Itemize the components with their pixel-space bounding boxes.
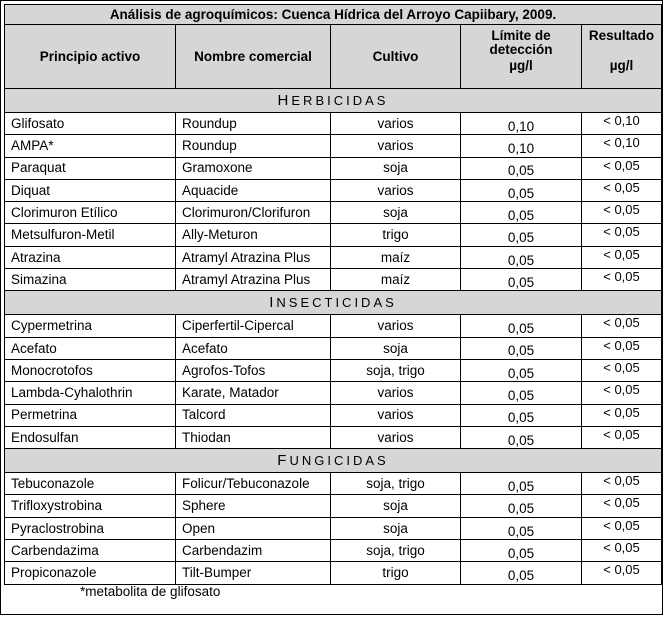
cell-principio: Tebuconazole [5, 473, 176, 495]
cell-limite: 0,05 [461, 224, 582, 246]
cell-cultivo: maíz [331, 246, 461, 268]
header-nombre: Nombre comercial [176, 25, 331, 89]
cell-cultivo: trigo [331, 562, 461, 584]
cell-nombre: Folicur/Tebuconazole [176, 473, 331, 495]
cell-limite: 0,05 [461, 269, 582, 291]
cell-resultado: < 0,05 [582, 179, 662, 201]
cell-principio: Diquat [5, 179, 176, 201]
table-row [5, 202, 662, 224]
cell-cultivo: soja [331, 337, 461, 359]
cell-principio: Pyraclostrobina [5, 517, 176, 539]
cell-resultado: < 0,05 [582, 426, 662, 448]
cell-limite: 0,05 [461, 473, 582, 495]
section-header: HERBICIDAS [5, 89, 662, 113]
cell-resultado: < 0,05 [582, 337, 662, 359]
table-row [5, 269, 662, 291]
cell-principio: Simazina [5, 269, 176, 291]
cell-resultado: < 0,05 [582, 359, 662, 381]
cell-principio: Carbendazima [5, 540, 176, 562]
cell-resultado: < 0,05 [582, 246, 662, 268]
cell-nombre: Roundup [176, 135, 331, 157]
cell-nombre: Gramoxone [176, 157, 331, 179]
cell-resultado: < 0,05 [582, 540, 662, 562]
cell-resultado: < 0,10 [582, 135, 662, 157]
cell-cultivo: soja, trigo [331, 359, 461, 381]
cell-nombre: Karate, Matador [176, 382, 331, 404]
cell-resultado: < 0,05 [582, 562, 662, 584]
cell-principio: Propiconazole [5, 562, 176, 584]
agrochemical-table [4, 4, 662, 585]
cell-principio: Atrazina [5, 246, 176, 268]
cell-nombre: Talcord [176, 404, 331, 426]
cell-principio: AMPA* [5, 135, 176, 157]
cell-limite: 0,05 [461, 540, 582, 562]
cell-limite: 0,05 [461, 404, 582, 426]
cell-cultivo: trigo [331, 224, 461, 246]
section-header: INSECTICIDAS [5, 291, 662, 315]
cell-principio: Metsulfuron-Metil [5, 224, 176, 246]
cell-principio: Trifloxystrobina [5, 495, 176, 517]
cell-cultivo: varios [331, 135, 461, 157]
table-row [5, 224, 662, 246]
cell-limite: 0,05 [461, 157, 582, 179]
footnote: *metabolita de glifosato [80, 584, 221, 599]
cell-limite: 0,05 [461, 426, 582, 448]
cell-principio: Cypermetrina [5, 315, 176, 337]
table-row [5, 517, 662, 539]
table-row [5, 473, 662, 495]
cell-principio: Permetrina [5, 404, 176, 426]
cell-cultivo: varios [331, 315, 461, 337]
cell-limite: 0,05 [461, 202, 582, 224]
cell-cultivo: varios [331, 426, 461, 448]
table-row [5, 337, 662, 359]
table-row [5, 179, 662, 201]
cell-cultivo: varios [331, 179, 461, 201]
cell-principio: Acefato [5, 337, 176, 359]
cell-cultivo: varios [331, 404, 461, 426]
cell-cultivo: soja [331, 157, 461, 179]
cell-resultado: < 0,05 [582, 157, 662, 179]
cell-limite: 0,10 [461, 135, 582, 157]
table-row [5, 495, 662, 517]
table-row [5, 246, 662, 268]
table-row [5, 426, 662, 448]
cell-nombre: Ciperfertil-Cipercal [176, 315, 331, 337]
cell-cultivo: soja [331, 517, 461, 539]
cell-resultado: < 0,05 [582, 495, 662, 517]
cell-limite: 0,05 [461, 382, 582, 404]
cell-principio: Paraquat [5, 157, 176, 179]
table-title: Análisis de agroquímicos: Cuenca Hídrica del Arroyo Capiibary, 2009. [5, 5, 662, 25]
cell-resultado: < 0,05 [582, 404, 662, 426]
cell-nombre: Tilt-Bumper [176, 562, 331, 584]
cell-limite: 0,05 [461, 179, 582, 201]
table-row [5, 562, 662, 584]
cell-limite: 0,05 [461, 337, 582, 359]
cell-cultivo: maíz [331, 269, 461, 291]
table-row [5, 359, 662, 381]
cell-cultivo: soja [331, 495, 461, 517]
cell-limite: 0,05 [461, 495, 582, 517]
cell-resultado: < 0,05 [582, 473, 662, 495]
table-row [5, 315, 662, 337]
cell-resultado: < 0,05 [582, 517, 662, 539]
cell-nombre: Acefato [176, 337, 331, 359]
table-row [5, 540, 662, 562]
cell-principio: Endosulfan [5, 426, 176, 448]
cell-nombre: Agrofos-Tofos [176, 359, 331, 381]
cell-nombre: Open [176, 517, 331, 539]
cell-limite: 0,10 [461, 113, 582, 135]
cell-nombre: Ally-Meturon [176, 224, 331, 246]
cell-nombre: Roundup [176, 113, 331, 135]
cell-resultado: < 0,05 [582, 202, 662, 224]
cell-resultado: < 0,10 [582, 113, 662, 135]
cell-resultado: < 0,05 [582, 269, 662, 291]
cell-nombre: Atramyl Atrazina Plus [176, 269, 331, 291]
cell-resultado: < 0,05 [582, 224, 662, 246]
cell-limite: 0,05 [461, 517, 582, 539]
cell-nombre: Thiodan [176, 426, 331, 448]
cell-limite: 0,05 [461, 315, 582, 337]
cell-cultivo: varios [331, 113, 461, 135]
header-cultivo: Cultivo [331, 25, 461, 89]
cell-cultivo: soja, trigo [331, 540, 461, 562]
cell-limite: 0,05 [461, 562, 582, 584]
cell-principio: Monocrotofos [5, 359, 176, 381]
cell-cultivo: soja, trigo [331, 473, 461, 495]
cell-principio: Clorimuron Etílico [5, 202, 176, 224]
section-header: FUNGICIDAS [5, 449, 662, 473]
table-row [5, 113, 662, 135]
cell-nombre: Aquacide [176, 179, 331, 201]
table-row [5, 135, 662, 157]
cell-limite: 0,05 [461, 359, 582, 381]
cell-limite: 0,05 [461, 246, 582, 268]
cell-nombre: Sphere [176, 495, 331, 517]
header-row [5, 25, 662, 89]
header-resultado: Resultado µg/l [582, 25, 662, 89]
cell-resultado: < 0,05 [582, 315, 662, 337]
cell-nombre: Carbendazim [176, 540, 331, 562]
table-row [5, 157, 662, 179]
cell-cultivo: soja [331, 202, 461, 224]
cell-principio: Glifosato [5, 113, 176, 135]
header-limite: Límite de detección µg/l [461, 25, 582, 89]
cell-cultivo: varios [331, 382, 461, 404]
cell-principio: Lambda-Cyhalothrin [5, 382, 176, 404]
cell-nombre: Atramyl Atrazina Plus [176, 246, 331, 268]
header-principio: Principio activo [5, 25, 176, 89]
cell-resultado: < 0,05 [582, 382, 662, 404]
table-row [5, 404, 662, 426]
table-row [5, 382, 662, 404]
cell-nombre: Clorimuron/Clorifuron [176, 202, 331, 224]
